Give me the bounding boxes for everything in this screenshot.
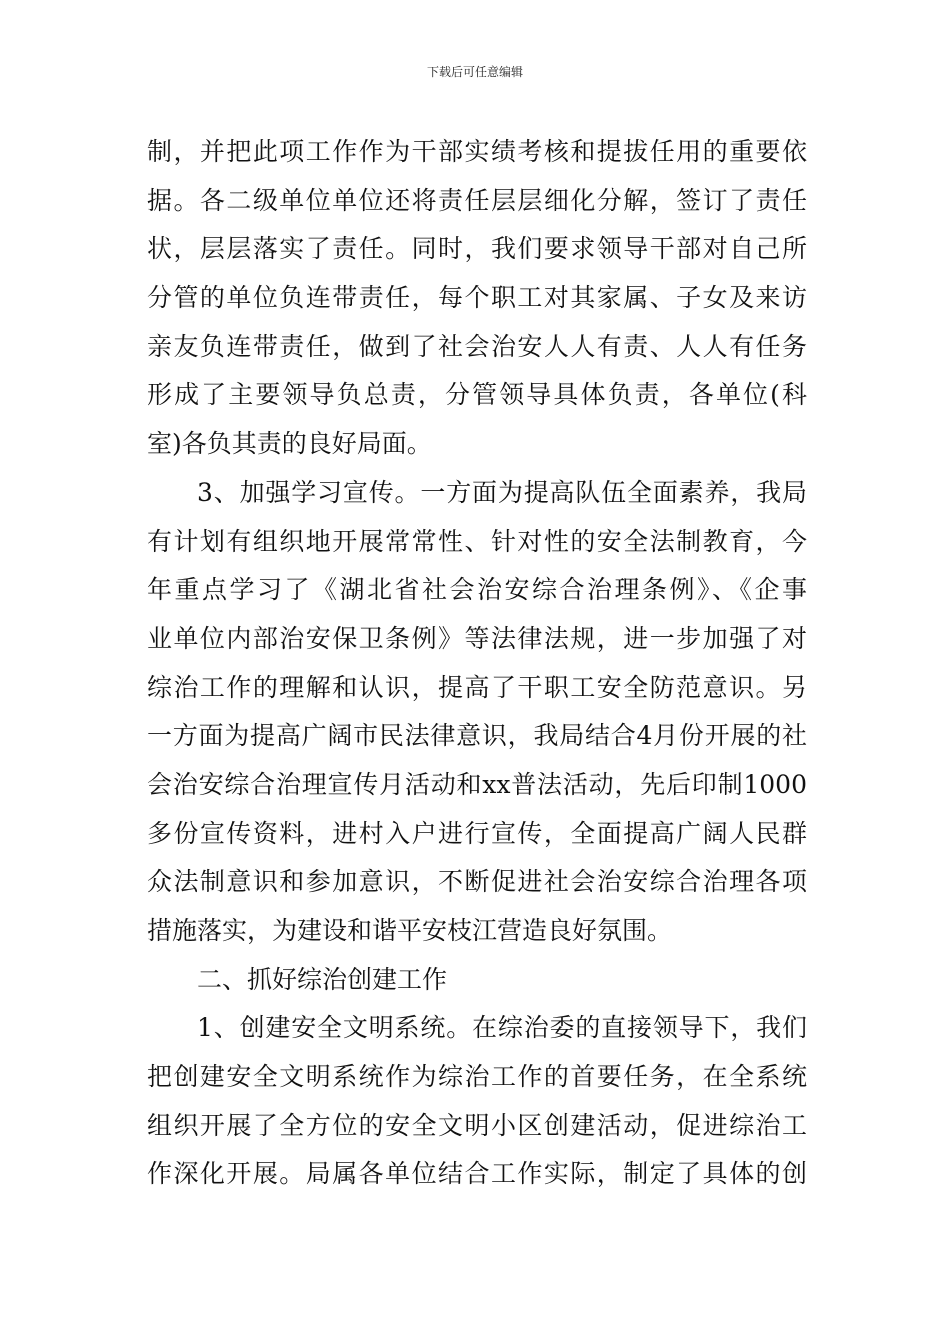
text-line: 制，并把此项工作作为干部实绩考核和提拔任用的重要依 (147, 137, 807, 166)
text-line: 分管的单位负连带责任，每个职工对其家属、子女及来访 (147, 283, 807, 313)
text-line: 形成了主要领导负总责，分管领导具体负责，各单位(科 (147, 380, 807, 410)
text-line: 综治工作的理解和认识，提高了干职工安全防范意识。另 (147, 672, 807, 702)
text-line: 多份宣传资料，进村入户进行宣传，全面提高广阔人民群 (147, 818, 807, 848)
text-line: 把创建安全文明系统作为综治工作的首要任务，在全系统 (147, 1062, 807, 1092)
text-line: 据。各二级单位单位还将责任层层细化分解，签订了责任 (147, 185, 807, 215)
page-header: 下载后可任意编辑 (426, 65, 523, 79)
text-line: 一方面为提高广阔市民法律意识，我局结合4月份开展的社 (147, 721, 807, 751)
section-heading: 二、抓好综治创建工作 (197, 964, 448, 994)
document-body (147, 128, 807, 1199)
text-line: 作深化开展。局属各单位结合工作实际，制定了具体的创 (147, 1159, 807, 1189)
text-line: 措施落实，为建设和谐平安枝江营造良好氛围。 (147, 916, 673, 945)
text-line: 室)各负其责的良好局面。 (147, 429, 432, 459)
text-line: 年重点学习了《湖北省社会治安综合治理条例》、《企事 (147, 575, 807, 605)
text-line: 组织开展了全方位的安全文明小区创建活动，促进综治工 (147, 1110, 807, 1140)
paragraph-first-line: 1、创建安全文明系统。在综治委的直接领导下，我们 (197, 1013, 807, 1043)
text-line: 亲友负连带责任，做到了社会治安人人有责、人人有任务 (147, 331, 807, 361)
text-line: 状，层层落实了责任。同时，我们要求领导干部对自己所 (147, 234, 807, 264)
text-line: 有计划有组织地开展常常性、针对性的安全法制教育，今 (147, 526, 807, 556)
text-line: 众法制意识和参加意识，不断促进社会治安综合治理各项 (147, 867, 807, 897)
text-line: 业单位内部治安保卫条例》等法律法规，进一步加强了对 (147, 623, 807, 653)
paragraph-first-line: 3、加强学习宣传。一方面为提高队伍全面素养，我局 (197, 477, 807, 507)
text-line: 会治安综合治理宣传月活动和xx普法活动，先后印制1000 (147, 769, 807, 799)
